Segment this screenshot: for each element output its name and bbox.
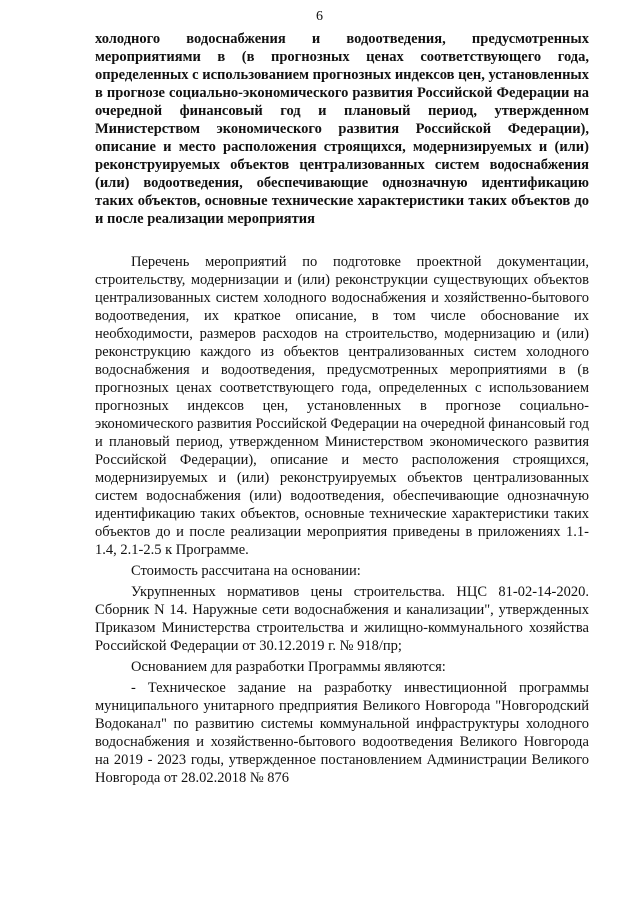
paragraph-technical-task: - Техническое задание на разработку инвестиционной программы муниципального унитарного предприятия Великого Новгорода "Новгородский Водоканал" по развитию системы коммунальной инфраструктуры холодного водоснабжения и хозяйственно-бытового водоотведения Великого Новгорода на 2019 - 2023 годы, утвержденное постановлением Администрации Великого Новгорода от 28.02.2018 № 876	[95, 680, 589, 786]
paragraph-cost-basis: Стоимость рассчитана на основании:	[131, 563, 361, 579]
paragraph-program-basis: Основанием для разработки Программы являются:	[131, 659, 446, 675]
section-heading: холодного водоснабжения и водоотведения, предусмотренных мероприятиями в (в прогнозных ценах соответствующего года, определенных с использованием прогнозных индексов цен, установленных в прогнозе социально-экономического развития Российской Федерации на очередной финансовый год и плановый период, утвержденном Министерством экономического развития Российской Федерации), описание и место расположения строящихся, модернизируемых и (или) реконструируемых объектов централизованных систем водоснабжения (или) водоотведения, обеспечивающие однозначную идентификацию таких объектов, основные технические характеристики таких объектов до и после реализации мероприятия	[95, 31, 589, 227]
paragraph-construction-norms: Укрупненных нормативов цены строительства. НЦС 81-02-14-2020. Сборник N 14. Наружные сети водоснабжения и канализации", утвержденных Приказом Министерства строительства и жилищно-коммунального хозяйства Российской Федерации от 30.12.2019 г. № 918/пр;	[95, 584, 589, 654]
page-number: 6	[316, 9, 323, 24]
document-body	[95, 253, 589, 787]
paragraph-measures-list: Перечень мероприятий по подготовке проектной документации, строительству, модернизации и (или) реконструкции существующих объектов централизованных систем холодного водоснабжения и хозяйственно-бытового водоотведения, их краткое описание, в том числе обоснование их необходимости, размеров расходов на строительство, модернизацию и (или) реконструкцию каждого из объектов централизованных систем холодного водоснабжения и водоотведения, предусмотренных мероприятиями в (в прогнозных ценах соответствующего года, определенных с использованием прогнозных индексов цен, установленных в прогнозе социально-экономического развития Российской Федерации на очередной финансовый год и плановый период, утвержденном Министерством экономического развития Российской Федерации), описание и место расположения строящихся, модернизируемых и (или) реконструируемых объектов централизованных систем водоснабжения (или) водоотведения, обеспечивающие однозначную идентификацию таких объектов, основные технические характеристики таких объектов до и после реализации мероприятия приведены в приложениях 1.1-1.4, 2.1-2.5 к Программе.	[95, 254, 589, 558]
